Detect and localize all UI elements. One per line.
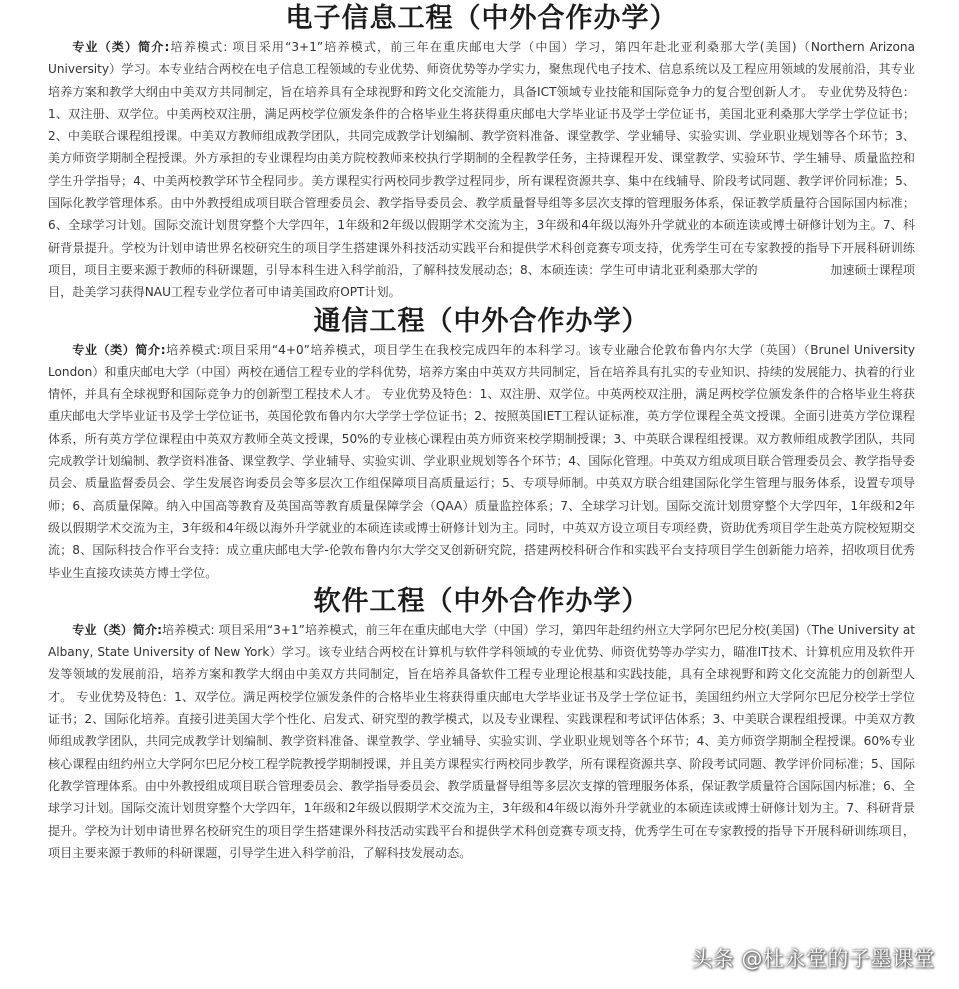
section-body: 培养模式: 项目采用“3+1”培养模式，前三年在重庆邮电大学（中国）学习，第四年赴纽约州立大学阿尔巴尼分校(美国)（The University at Albany, State University of New York）学习。该专业结合两校在计算机与软件学科领域的专业优势、师资优势等办学实力，瞄准IT技术、计算机应用及软件开发等领域的发展前沿，培养方案和教学大纲由中美双方共同制定，旨在培养具备软件工程专业理论根基和实践技能，具有全球视野和跨文化交流能力的创新型人才。 专业优势及特色：1、双学位。满足两校学位颁发条件的合格毕业生将获得重庆邮电大学毕业证书及学士学位证书，美国纽约州立大学阿尔巴尼分校学士学位证书；2、国际化培养。直接引进美国大学个性化、启发式、研究型的教学模式，以及专业课程、实践课程和考试评估体系；3、中美联合课程组授课。中美双方教师组成教学团队，共同完成教学计划编制、教学资料准备、课堂教学、学业辅导、实验实训、学业职业规划等各个环节；4、美方师资学期制全程授课。60%专业核心课程由纽约州立大学阿尔巴尼分校工程学院教授学期制授课，并且美方课程实行两校同步教学，所有课程资源共享、阶段考试同题、教学评价同标准；5、国际化教学管理体系。由中外教授组成项目联合管理委员会、教学指导委员会、教学质量督导组等多层次支撑的管理服务体系，保证教学质量符合国际国内标准；6、全球学习计划。国际交流计划贯穿整个大学四年，1年级和2年级以假期学术交流为主，3年级和4年级以海外升学就业的本硕连读或博士研修计划为主。7、科研背景提升。学校为计划申请世界名校研究生的项目学生搭建课外科技活动实践平台和提供学术科创竞赛专项支持，优秀学生可在专家教授的指导下开展科研训练项目，项目主要来源于教师的科研课题，引导学生进入科学前沿，了解科技发展动态。 [48, 622, 915, 860]
section-body: 培养模式:项目采用“4+0”培养模式，项目学生在我校完成四年的本科学习。该专业融合伦敦布鲁内尔大学（英国）（Brunel University London）和重庆邮电大学（中国）两校在通信工程专业的学科优势，培养方案由中英双方共同制定，旨在培养具有扎实的专业知识、持续的发展能力、执着的行业情怀，并具有全球视野和国际竞争力的创新型工程技术人才。 专业优势及特色：1、双注册、双学位。中英两校双注册，满足两校学位颁发条件的合格毕业生将获重庆邮电大学毕业证书及学士学位证书，英国伦敦布鲁内尔大学学士学位证书；2、按照英国IET工程认证标准，英方学位课程全英文授课。全面引进英方学位课程体系，所有英方学位课程由中英双方教师全英文授课，50%的专业核心课程由英方师资来校学期制授课；3、中英联合课程组授课。双方教师组成教学团队，共同完成教学计划编制、教学资料准备、课堂教学、学业辅导、实验实训、学业职业规划等各个环节；4、国际化管理。中英双方组成项目联合管理委员会、教学指导委员会、质量监督委员会、学生发展咨询委员会等多层次工作组保障项目高质量运行；5、专项导师制。中英双方联合组建国际化学生管理与服务体系，设置专项导师；6、高质量保障。纳入中国高等教育及英国高等教育质量保障学会（QAA）质量监控体系；7、全球学习计划。国际交流计划贯穿整个大学四年，1年级和2年级以假期学术交流为主，3年级和4年级以海外升学就业的本硕连读或博士研修计划为主。同时，中英双方设立项目专项经费，资助优秀项目学生赴英方院校短期交流；8、国际科技合作平台支持：成立重庆邮电大学-伦敦布鲁内尔大学交叉创新研究院，搭建两校科研合作和实践平台支持项目学生创新能力培养，招收项目优秀毕业生直接攻读英方博士学位。 [48, 342, 915, 580]
section-label: 专业（类）简介: [72, 342, 166, 357]
section-software-engineering [48, 585, 915, 864]
section-title: 通信工程（中外合作办学） [313, 305, 650, 337]
section-label: 专业（类）简介: [72, 40, 170, 54]
section-communication-engineering [48, 305, 915, 584]
section-title: 电子信息工程（中外合作办学） [285, 3, 678, 34]
watermark-text: 头条 @杜永堂的子墨课堂 [691, 947, 935, 971]
section-title: 软件工程（中外合作办学） [313, 585, 650, 617]
section-electronic-information-engineering [48, 0, 915, 304]
section-label: 专业（类）简介: [72, 622, 162, 637]
section-body: 培养模式: 项目采用“3+1”培养模式，前三年在重庆邮电大学（中国）学习，第四年赴北亚利桑那大学(美国)（Northern Arizona University）学习。本专业结合两校在电子信息工程领域的专业优势、师资优势等办学实力，聚焦现代电子技术、信息系统以及工程应用领域的发展前沿，其专业培养方案和教学大纲由中美双方共同制定，旨在培养具有全球视野和跨文化交流能力，具备ICT领域专业技能和国际竞争力的复合型创新人才。 专业优势及特色：1、双注册、双学位。中美两校双注册，满足两校学位颁发条件的合格毕业生将获得重庆邮电大学毕业证书及学士学位证书，美国北亚利桑那大学学士学位证书；2、中美联合课程组授课。中美双方教师组成教学团队，共同完成教学计划编制、教学资料准备、课堂教学、学业辅导、实验实训、学业职业规划等各个环节；3、美方师资学期制全程授课。外方承担的专业课程均由美方院校教师来校执行学期制的全程教学任务，主持课程开发、课堂教学、实验环节、学生辅导、质量监控和学生升学指导；4、中美两校教学环节全程同步。美方课程实行两校同步教学过程同步，所有课程资源共享、集中在线辅导、阶段考试同题、教学评价同标准；5、国际化教学管理体系。由中外教授组成项目联合管理委员会、教学指导委员会、教学质量督导组等多层次支撑的管理服务体系，保证教学质量符合国际国内标准；6、全球学习计划。国际交流计划贯穿整个大学四年，1年级和2年级以假期学术交流为主，3年级和4年级以海外升学就业的本硕连读或博士研修计划为主。7、科研背景提升。学校为计划申请世界名校研究生的项目学生搭建课外科技活动实践平台和提供学术科创竞赛专项支持，优秀学生可在专家教授的指导下开展科研训练项目，项目主要来源于教师的科研课题，引导本科生进入科学前沿，了解科技发展动态；8、本硕连读：学生可申请北亚利桑那大学的 加速硕士课程项目，赴美学习获得NAU工程专业学位者可申请美国政府OPT计划。 [48, 40, 916, 300]
section-paragraph [48, 36, 915, 304]
section-paragraph [48, 619, 915, 864]
section-paragraph [48, 339, 915, 584]
